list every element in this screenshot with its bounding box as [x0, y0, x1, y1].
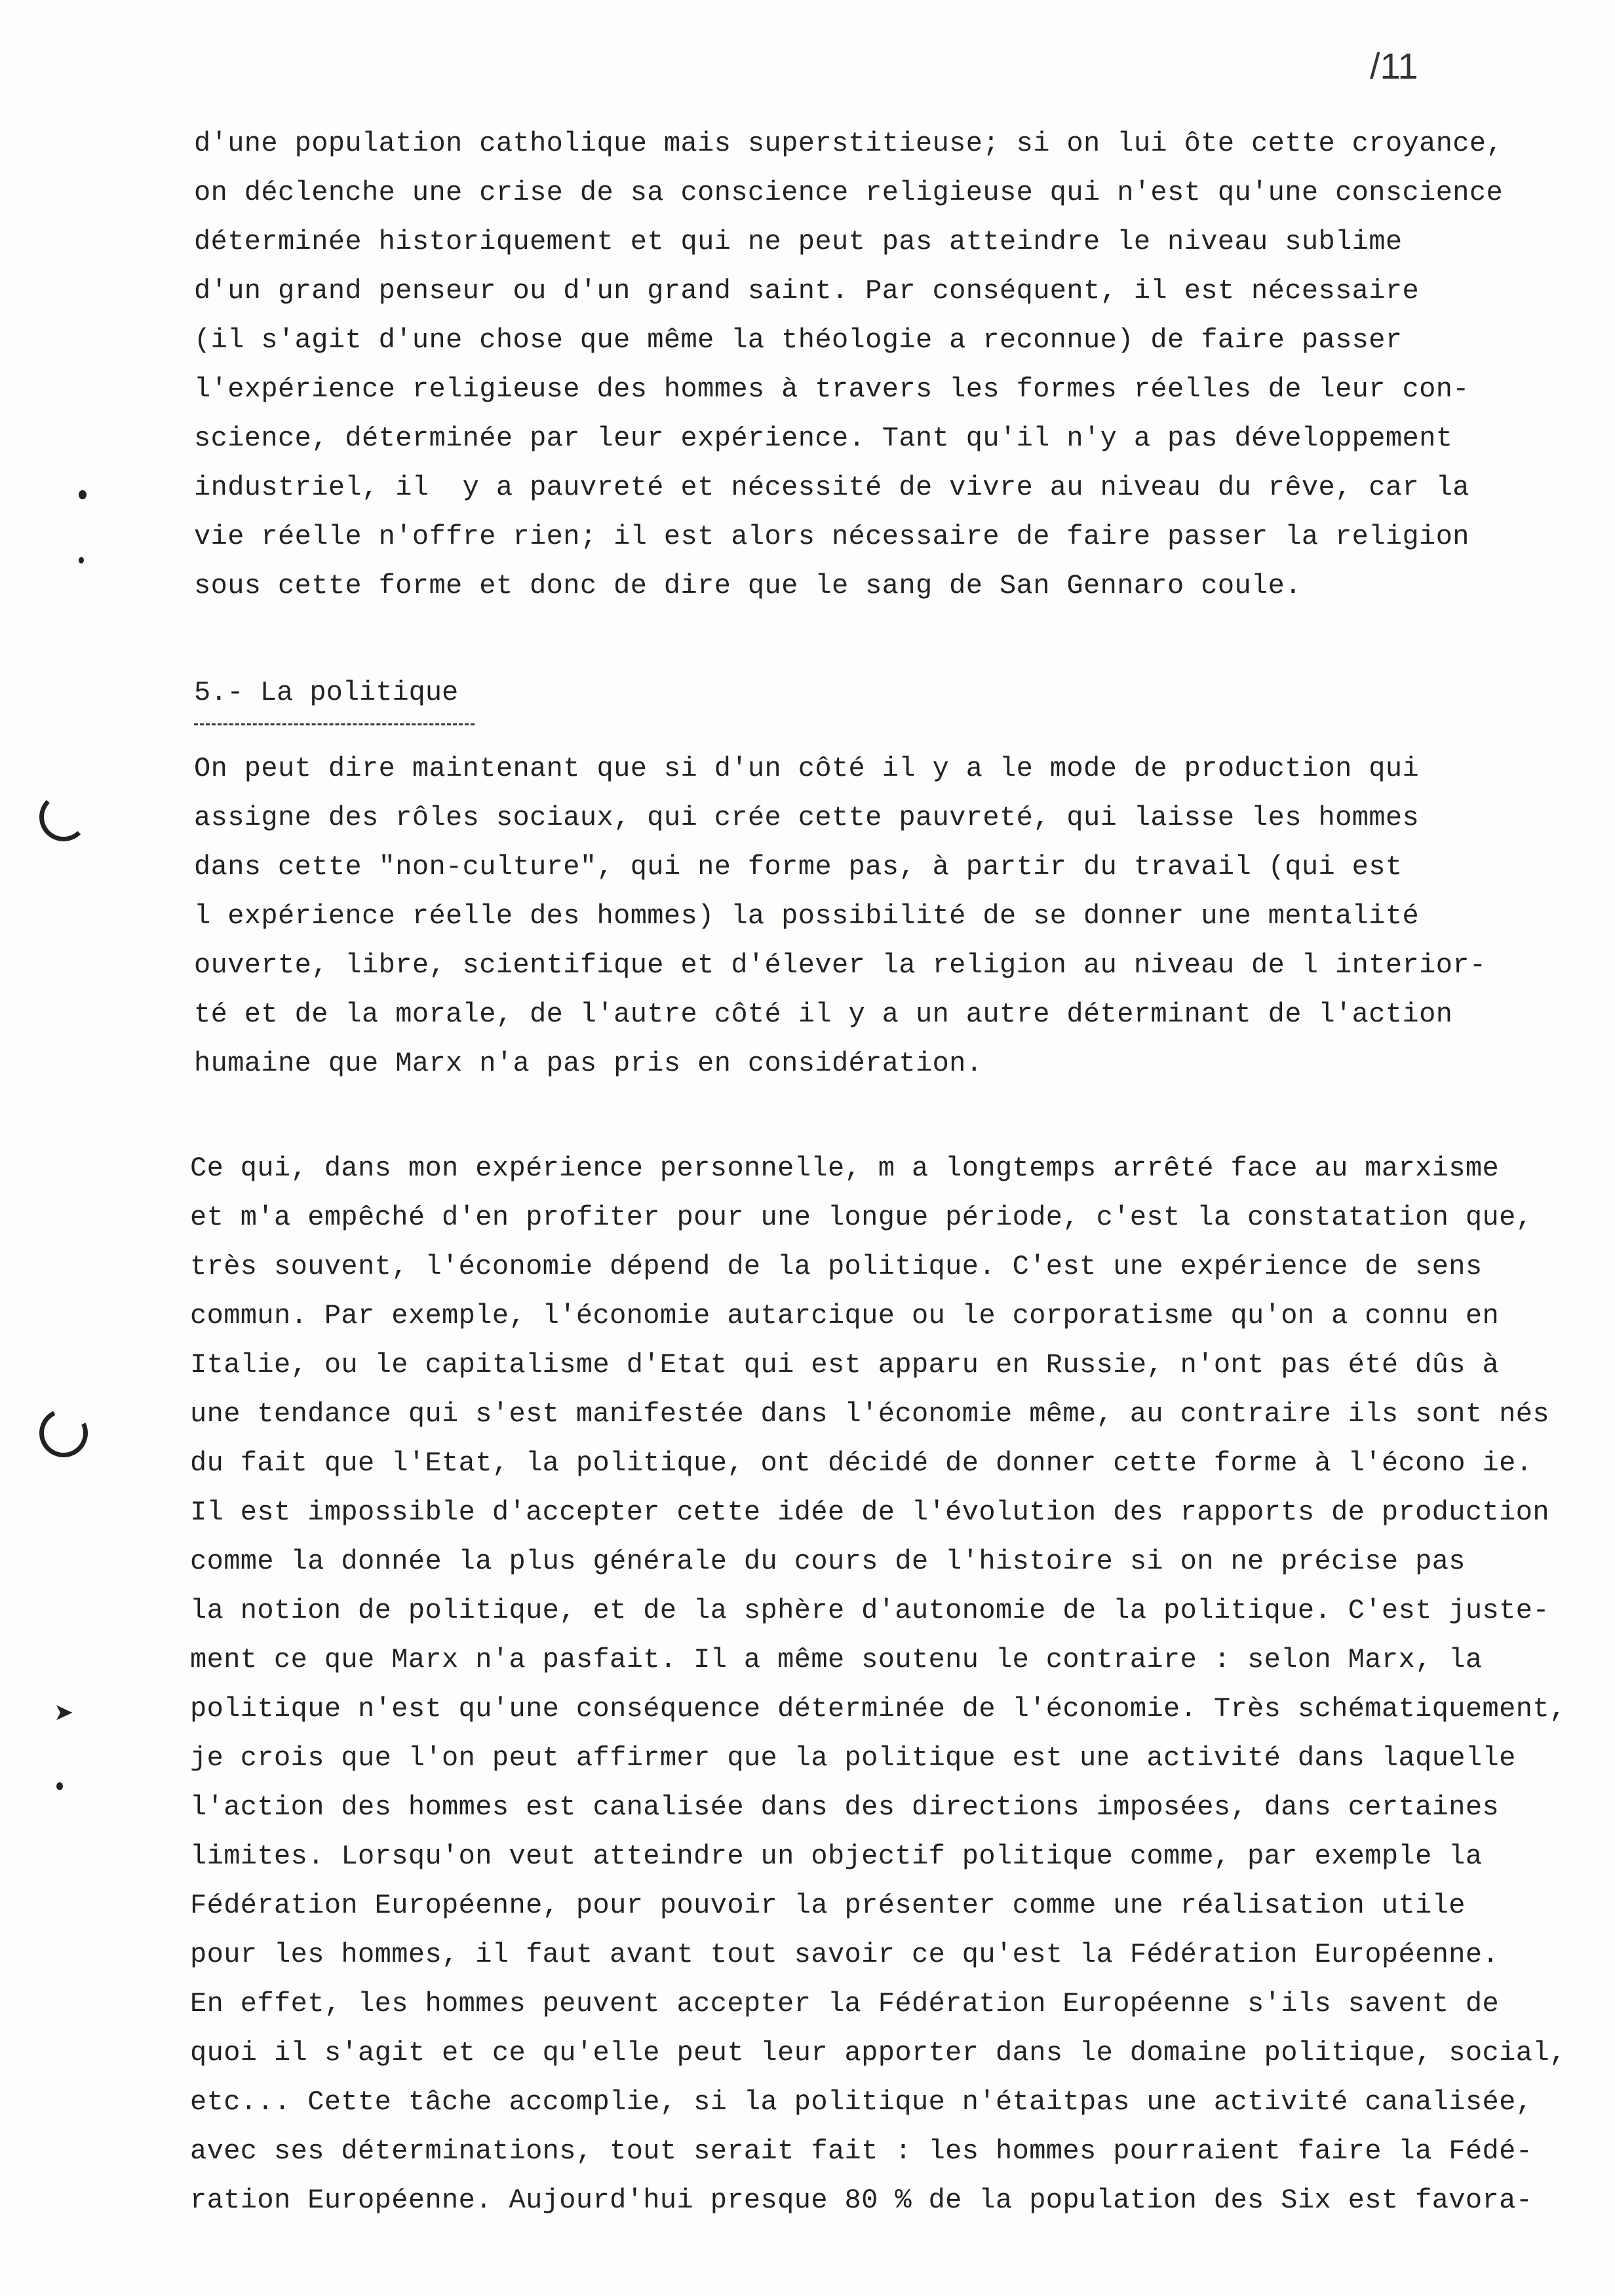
text-line: humaine que Marx n'a pas pris en considération. [194, 1048, 983, 1079]
text-line: commun. Par exemple, l'économie autarcique ou le corporatisme qu'on a connu en [190, 1300, 1500, 1331]
text-line: du fait que l'Etat, la politique, ont décidé de donner cette forme à l'écono ie. [190, 1447, 1533, 1479]
text-line: industriel, il y a pauvreté et nécessité de vivre au niveau du rêve, car la [194, 472, 1469, 503]
text-line: Il est impossible d'accepter cette idée de l'évolution des rapports de production [190, 1497, 1549, 1528]
punch-mark [79, 557, 84, 564]
text-line: ouverte, libre, scientifique et d'élever la religion au niveau de l interior- [194, 949, 1487, 981]
text-line: quoi il s'agit et ce qu'elle peut leur apporter dans le domaine politique, social, [190, 2037, 1566, 2069]
text-line: té et de la morale, de l'autre côté il y a un autre déterminant de l'action [194, 999, 1453, 1030]
text-line: on déclenche une crise de sa conscience religieuse qui n'est qu'une conscience [194, 177, 1504, 208]
heading-underline [194, 723, 475, 725]
text-line: d'une population catholique mais superstitieuse; si on lui ôte cette croyance, [194, 128, 1504, 159]
text-line: sous cette forme et donc de dire que le sang de San Gennaro coule. [194, 570, 1302, 602]
text-line: d'un grand penseur ou d'un grand saint. Par conséquent, il est nécessaire [194, 275, 1420, 307]
text-line: ment ce que Marx n'a pasfait. Il a même soutenu le contraire : selon Marx, la [190, 1644, 1483, 1675]
text-line: science, déterminée par leur expérience. Tant qu'il n'y a pas développement [194, 423, 1453, 454]
text-line: déterminée historiquement et qui ne peut pas atteindre le niveau sublime [194, 226, 1403, 258]
text-line: Fédération Européenne, pour pouvoir la présenter comme une réalisation utile [190, 1890, 1466, 1921]
text-line: etc... Cette tâche accomplie, si la politique n'étaitpas une activité canalisée, [190, 2086, 1533, 2118]
text-line: assigne des rôles sociaux, qui crée cette pauvreté, qui laisse les hommes [194, 802, 1420, 833]
text-line: dans cette "non-culture", qui ne forme pas, à partir du travail (qui est [194, 851, 1403, 883]
binder-ring-mark [39, 793, 88, 841]
text-line: et m'a empêché d'en profiter pour une longue période, c'est la constatation que, [190, 1202, 1533, 1233]
text-line: (il s'agit d'une chose que même la théologie a reconnue) de faire passer [194, 324, 1403, 356]
text-line: politique n'est qu'une conséquence déterminée de l'économie. Très schématiquement, [190, 1693, 1566, 1725]
text-line: une tendance qui s'est manifestée dans l'économie même, au contraire ils sont nés [190, 1398, 1549, 1430]
text-line: la notion de politique, et de la sphère d'autonomie de la politique. C'est juste- [190, 1595, 1549, 1626]
text-line: Italie, ou le capitalisme d'Etat qui est apparu en Russie, n'ont pas été dûs à [190, 1349, 1500, 1381]
text-line: En effet, les hommes peuvent accepter la Fédération Européenne s'ils savent de [190, 1988, 1500, 2019]
punch-mark [79, 490, 87, 499]
text-line: très souvent, l'économie dépend de la politique. C'est une expérience de sens [190, 1251, 1483, 1282]
margin-arrow-icon: ➤ [54, 1699, 74, 1726]
text-line: limites. Lorsqu'on veut atteindre un objectif politique comme, par exemple la [190, 1841, 1483, 1872]
text-line: Ce qui, dans mon expérience personnelle, m a longtemps arrêté face au marxisme [190, 1153, 1500, 1184]
text-line: je crois que l'on peut affirmer que la politique est une activité dans laquelle [190, 1742, 1516, 1774]
text-line: comme la donnée la plus générale du cours de l'histoire si on ne précise pas [190, 1546, 1466, 1577]
text-line: pour les hommes, il faut avant tout savoir ce qu'est la Fédération Européenne. [190, 1939, 1500, 1970]
section-heading: 5.- La politique [194, 677, 459, 708]
page-number: /11 [1370, 45, 1418, 86]
text-line: l'expérience religieuse des hommes à travers les formes réelles de leur con- [194, 373, 1469, 405]
text-line: On peut dire maintenant que si d'un côté il y a le mode de production qui [194, 753, 1420, 784]
text-line: l'action des hommes est canalisée dans des directions imposées, dans certaines [190, 1791, 1500, 1823]
text-line: avec ses déterminations, tout serait fait : les hommes pourraient faire la Fédé- [190, 2135, 1533, 2167]
text-line: ration Européenne. Aujourd'hui presque 80 % de la population des Six est favora- [190, 2185, 1533, 2216]
text-line: vie réelle n'offre rien; il est alors nécessaire de faire passer la religion [194, 521, 1469, 552]
text-line: l expérience réelle des hommes) la possibilité de se donner une mentalité [194, 900, 1420, 932]
punch-mark [56, 1782, 63, 1790]
binder-ring-mark [33, 1402, 95, 1464]
